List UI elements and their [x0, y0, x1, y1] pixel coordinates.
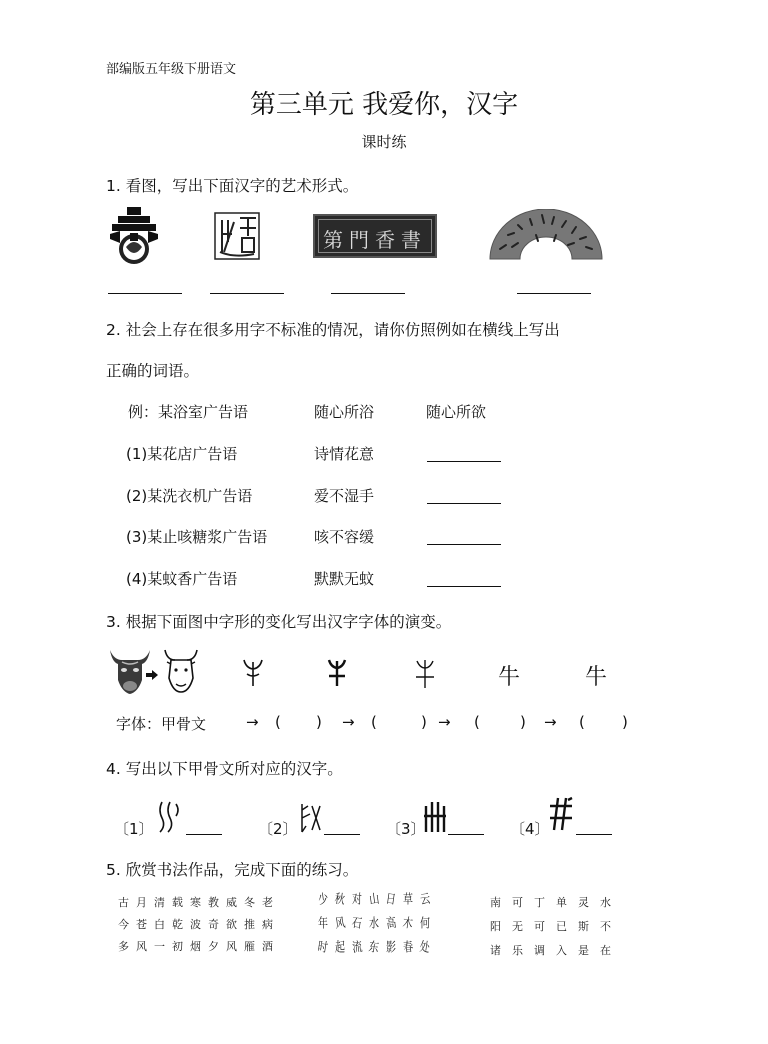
oracle-glyph-4 — [548, 796, 574, 832]
plaque-text: 第門香書 — [323, 228, 427, 252]
calligraphy-char: 无 — [512, 920, 523, 933]
calligraphy-char: 水 — [600, 896, 611, 909]
calligraphy-char: 风 — [226, 940, 237, 953]
calligraphy-char: 调 — [534, 944, 545, 957]
paren-open-3: ( — [474, 713, 480, 731]
calligraphy-char: 秋 — [333, 892, 346, 908]
row-2-wrong: 爱不湿手 — [314, 487, 375, 505]
calligraphy-char: 石 — [350, 916, 363, 932]
paper-cut-art-image — [108, 207, 160, 265]
paren-close-1: ) — [316, 713, 322, 731]
item-3-label: 〔3〕 — [386, 820, 426, 838]
calligraphy-char: 推 — [244, 918, 255, 931]
regular-ox-glyph: 牛 — [585, 665, 608, 690]
calligraphy-char: 木 — [401, 916, 414, 932]
answer-blank-3[interactable] — [331, 293, 405, 294]
item-1-label: 〔1〕 — [114, 820, 154, 838]
example-right: 随心所欲 — [426, 403, 487, 421]
row-4-label: (4)某蚊香广告语 — [126, 570, 238, 588]
clerical-ox-glyph: 牛 — [498, 665, 521, 690]
oracle-glyph-2 — [298, 802, 322, 834]
item-1-blank[interactable] — [186, 834, 222, 835]
calligraphy-char: 诸 — [490, 944, 501, 957]
calligraphy-work-1-image — [112, 894, 280, 968]
answer-blank-2[interactable] — [210, 293, 284, 294]
calligraphy-char: 今 — [118, 918, 129, 931]
calligraphy-char: 酒 — [262, 940, 273, 953]
calligraphy-char: 夕 — [208, 940, 219, 953]
calligraphy-char: 草 — [403, 892, 413, 908]
calligraphy-char: 入 — [556, 944, 567, 957]
item-3-blank[interactable] — [448, 834, 484, 835]
calligraphy-char: 风 — [334, 916, 347, 932]
calligraphy-char: 何 — [420, 916, 430, 932]
calligraphy-char: 烟 — [190, 940, 201, 953]
calligraphy-char: 波 — [190, 918, 201, 931]
script-label: 字体：甲骨文 — [116, 715, 207, 733]
calligraphy-char: 初 — [172, 940, 183, 953]
calligraphy-char: 阳 — [490, 920, 501, 933]
calligraphy-char: 斯 — [578, 920, 589, 933]
page-title: 第三单元 我爱你，汉字 — [249, 90, 519, 120]
calligraphy-char: 时 — [316, 940, 329, 956]
paren-open-1: ( — [275, 713, 281, 731]
calligraphy-char: 云 — [419, 892, 432, 908]
calligraphy-char: 教 — [208, 896, 219, 909]
question-4: 4. 写出以下甲骨文所对应的汉字。 — [106, 760, 343, 778]
item-4-blank[interactable] — [576, 834, 612, 835]
calligraphy-char: 不 — [600, 920, 611, 933]
calligraphy-char: 威 — [226, 896, 237, 909]
calligraphy-char: 乐 — [512, 944, 523, 957]
calligraphy-char: 在 — [600, 944, 611, 957]
calligraphy-char: 白 — [154, 918, 165, 931]
calligraphy-char: 风 — [136, 940, 147, 953]
row-4-blank[interactable] — [427, 586, 501, 587]
ox-head-drawing-image — [163, 648, 199, 694]
calligraphy-char: 乾 — [172, 918, 183, 931]
calligraphy-char: 冬 — [244, 896, 255, 909]
calligraphy-char: 流 — [351, 940, 364, 956]
calligraphy-char: 古 — [118, 896, 129, 909]
calligraphy-char: 奇 — [208, 918, 219, 931]
row-3-blank[interactable] — [427, 544, 501, 545]
calligraphy-char: 南 — [490, 896, 501, 909]
arrow-4: → — [544, 713, 557, 731]
calligraphy-char: 清 — [154, 896, 165, 909]
row-1-blank[interactable] — [427, 461, 501, 462]
calligraphy-char: 处 — [418, 940, 431, 956]
question-2-line2: 正确的词语。 — [106, 362, 200, 380]
item-2-label: 〔2〕 — [258, 820, 298, 838]
paren-close-3: ) — [520, 713, 526, 731]
calligraphy-char: 单 — [556, 896, 567, 909]
row-2-blank[interactable] — [427, 503, 501, 504]
row-2-label: (2)某洗衣机广告语 — [126, 487, 253, 505]
calligraphy-char: 老 — [262, 896, 273, 909]
calligraphy-char: 起 — [335, 940, 345, 956]
oracle-bone-ox-glyph — [242, 658, 264, 688]
item-2-blank[interactable] — [324, 834, 360, 835]
calligraphy-char: 雁 — [244, 940, 255, 953]
plaque-art-image — [313, 214, 437, 258]
row-3-label: (3)某止咳糖浆广告语 — [126, 528, 268, 546]
question-5: 5. 欣赏书法作品，完成下面的练习。 — [106, 861, 359, 879]
calligraphy-char: 多 — [118, 940, 129, 953]
example-label: 例：某浴室广告语 — [128, 403, 249, 421]
calligraphy-char: 日 — [384, 892, 397, 908]
row-1-wrong: 诗情花意 — [314, 445, 375, 463]
question-1: 1. 看图，写出下面汉字的艺术形式。 — [106, 177, 359, 195]
seal-ox-glyph — [414, 658, 436, 690]
paren-close-4: ) — [622, 713, 628, 731]
answer-blank-4[interactable] — [517, 293, 591, 294]
page-subtitle: 课时练 — [361, 133, 407, 151]
fan-calligraphy-art-image — [488, 209, 604, 261]
question-2-line1: 2. 社会上存在很多用字不标准的情况，请你仿照例如在横线上写出 — [106, 321, 560, 339]
arrow-right-icon — [146, 670, 158, 680]
item-4-label: 〔4〕 — [510, 820, 550, 838]
paren-open-4: ( — [579, 713, 585, 731]
oracle-glyph-1 — [156, 800, 182, 834]
arrow-1: → — [246, 713, 259, 731]
arrow-3: → — [438, 713, 451, 731]
calligraphy-char: 高 — [385, 916, 398, 932]
calligraphy-work-3-image — [484, 894, 622, 970]
calligraphy-char: 载 — [172, 896, 183, 909]
calligraphy-char: 病 — [262, 918, 273, 931]
calligraphy-char: 东 — [367, 940, 380, 956]
calligraphy-char: 灵 — [578, 896, 589, 909]
oracle-glyph-3 — [422, 800, 448, 834]
question-3: 3. 根据下面图中字形的变化写出汉字字体的演变。 — [106, 613, 452, 631]
calligraphy-char: 山 — [368, 892, 381, 908]
calligraphy-char: 春 — [402, 940, 415, 956]
calligraphy-char: 少 — [317, 892, 330, 908]
example-wrong: 随心所浴 — [314, 403, 375, 421]
calligraphy-char: 对 — [352, 892, 362, 908]
calligraphy-char: 一 — [154, 940, 165, 953]
row-1-label: (1)某花店广告语 — [126, 445, 238, 463]
paren-close-2: ) — [421, 713, 427, 731]
row-4-wrong: 默默无蚊 — [314, 570, 375, 588]
calligraphy-char: 寒 — [190, 896, 201, 909]
calligraphy-char: 丁 — [534, 896, 545, 909]
bronze-ox-glyph — [326, 658, 348, 688]
arrow-2: → — [342, 713, 355, 731]
doc-header: 部编版五年级下册语文 — [106, 62, 237, 77]
calligraphy-char: 苍 — [136, 918, 147, 931]
calligraphy-char: 可 — [512, 896, 523, 909]
row-3-wrong: 咳不容缓 — [314, 528, 375, 546]
calligraphy-char: 欲 — [226, 918, 237, 931]
calligraphy-char: 年 — [318, 916, 328, 932]
calligraphy-char: 月 — [136, 896, 147, 909]
calligraphy-char: 水 — [369, 916, 379, 932]
paren-open-2: ( — [371, 713, 377, 731]
calligraphy-char: 已 — [556, 920, 567, 933]
calligraphy-char: 影 — [386, 940, 396, 956]
seal-carving-art-image — [214, 212, 260, 260]
calligraphy-char: 是 — [578, 944, 589, 957]
calligraphy-char: 可 — [534, 920, 545, 933]
answer-blank-1[interactable] — [108, 293, 182, 294]
calligraphy-work-2-image — [309, 890, 437, 968]
